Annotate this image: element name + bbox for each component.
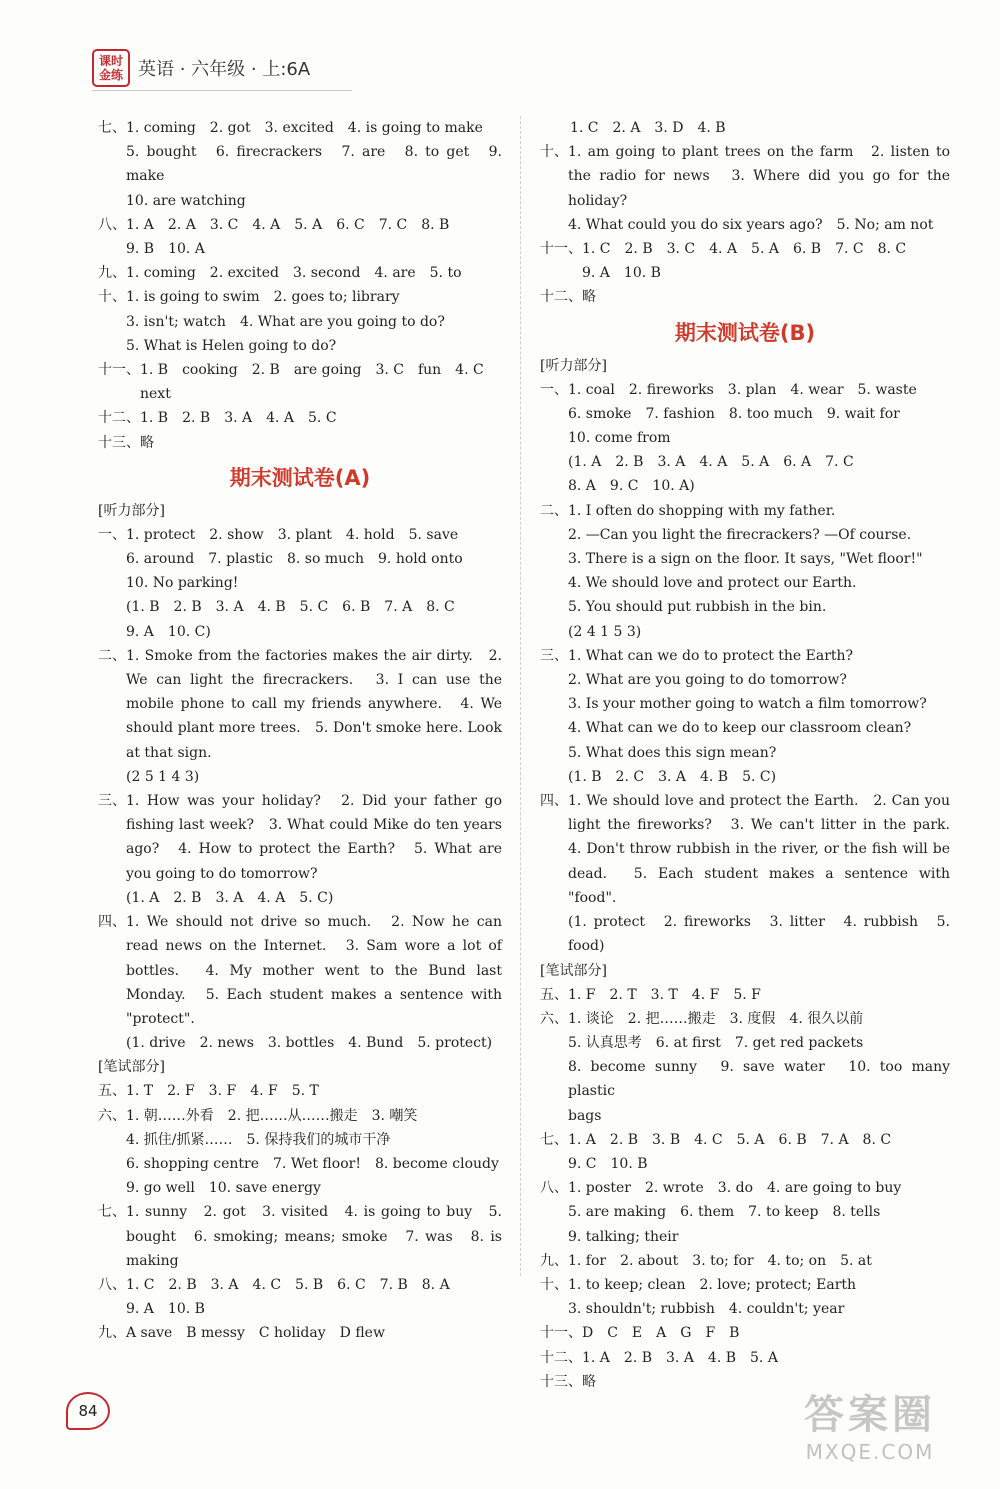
exam-a-section-1 [98, 523, 502, 644]
section-body [568, 1128, 950, 1176]
answer-line: 10. come from [568, 430, 671, 447]
answer-line: 4. We should love and protect our Earth. [568, 575, 857, 592]
watermark-en: MXQE.COM [805, 1440, 935, 1464]
exam-b-section-7 [540, 1128, 950, 1176]
section-body [568, 789, 964, 958]
section-number: 一、 [540, 381, 568, 398]
section-12-right [540, 285, 950, 309]
answer-line: 1. B 2. B 3. A 4. A 5. C [140, 410, 337, 427]
section-number: 十一、 [98, 362, 140, 379]
section-body [582, 285, 950, 309]
section-body [126, 644, 502, 789]
section-number: 八、 [540, 1180, 568, 1197]
answer-line: 9. talking; their [568, 1228, 679, 1245]
answer-key: (2 4 1 5 3) [568, 623, 642, 640]
answer-line: 1. B cooking 2. B are going 3. C fun 4. C [140, 362, 484, 379]
section-number: 八、 [98, 216, 126, 233]
site-watermark [770, 1383, 970, 1471]
section-number: 四、 [540, 793, 568, 810]
exam-a-section-7 [98, 1200, 502, 1273]
answer-line: 1. C 2. B 3. A 4. C 5. B 6. C 7. B 8. A [126, 1276, 450, 1293]
listening-part-label: [听力部分] [540, 357, 607, 374]
section-11 [98, 358, 502, 406]
answer-line: 6. smoke 7. fashion 8. too much 9. wait for [568, 405, 900, 422]
section-number: 九、 [540, 1252, 568, 1269]
exam-b-heading: 期末测试卷(B) [674, 320, 816, 345]
exam-b-section-5 [540, 983, 950, 1007]
answer-line: 5. What is Helen going to do? [126, 337, 337, 354]
exam-b-section-8 [540, 1176, 950, 1249]
answer-line: D C E A G F B [582, 1325, 740, 1342]
answer-line: 9. A 10. B [126, 1301, 205, 1318]
section-number: 十、 [98, 289, 126, 306]
exam-b-section-2 [540, 499, 950, 644]
answer-line: 3. There is a sign on the floor. It says, "Wet floor!" [568, 551, 923, 568]
section-number: 十三、 [98, 434, 140, 451]
written-part-label: [笔试部分] [98, 1059, 165, 1076]
answer-line: 3. shouldn't; rubbish 4. couldn't; year [568, 1301, 845, 1318]
section-number: 十二、 [540, 289, 582, 306]
section-number: 十三、 [540, 1373, 582, 1390]
section-number: 十、 [540, 1276, 568, 1293]
section-body [582, 1321, 950, 1345]
section-number: 六、 [540, 1010, 568, 1027]
page-header [92, 48, 310, 88]
section-number: 一、 [98, 526, 126, 543]
section-body [126, 1200, 502, 1273]
section-number: 七、 [98, 1204, 126, 1221]
section-10-right [540, 140, 950, 237]
section-9 [98, 261, 502, 285]
answer-line: 1. protect 2. show 3. plant 4. hold 5. save [126, 526, 459, 543]
answer-line: 1. coming 2. excited 3. second 4. are 5. to [126, 265, 462, 282]
answer-line: 5. are making 6. them 7. to keep 8. tells [568, 1204, 881, 1221]
answer-paragraph: 1. How was your holiday? 2. Did your father go fishing last week? 3. What could Mike do ten years ago? 4. How to protect the Earth? 5. What are you going to do tomorrow? [126, 793, 502, 882]
section-body [126, 116, 502, 213]
answer-line: 9. C 10. B [568, 1155, 648, 1172]
section-body [126, 1104, 502, 1201]
section-body [568, 644, 950, 789]
answer-line: 6. shopping centre 7. Wet floor! 8. become cloudy [126, 1155, 499, 1172]
answer-line: 1. What can we do to protect the Earth? [568, 647, 854, 664]
answer-paragraph: 1. We should love and protect the Earth. 2. Can you light the fireworks? 3. We can't litter in the park. 4. Don't throw rubbish in the river, or the fish will be dead. 5. Each student makes a sentence with "food". [568, 793, 964, 906]
section-number: 五、 [540, 986, 568, 1003]
answer-line: 1. for 2. about 3. to; for 4. to; on 5. at [568, 1252, 872, 1269]
answer-line: 10. No parking! [126, 575, 239, 592]
section-number: 六、 [98, 1107, 126, 1124]
answer-key: (1. A 2. B 3. A 4. A 5. C) [126, 889, 334, 906]
answer-line: 略 [140, 434, 154, 451]
section-body [126, 1321, 502, 1345]
answer-line: 1. 朝……外看 2. 把……从……搬走 3. 嘲笑 [126, 1107, 418, 1124]
answer-line: 2. What are you going to do tomorrow? [568, 672, 847, 689]
section-number: 二、 [98, 647, 126, 664]
answer-key: (1. drive 2. news 3. bottles 4. Bund 5. protect) [126, 1035, 493, 1052]
section-body [568, 1249, 950, 1273]
exam-b-section-3 [540, 644, 950, 789]
answer-line: 1. C 2. B 3. C 4. A 5. A 6. B 7. C 8. C [582, 241, 907, 258]
section-body [126, 789, 502, 910]
section-body [568, 499, 950, 644]
answer-line: (1. B 2. B 3. A 4. B 5. C 6. B 7. A 8. C [126, 599, 455, 616]
answer-line: 1. poster 2. wrote 3. do 4. are going to buy [568, 1180, 902, 1197]
section-number: 十一、 [540, 1325, 582, 1342]
answer-line: bags [568, 1107, 602, 1124]
exam-b-section-10 [540, 1273, 950, 1321]
section-body [568, 1273, 950, 1321]
exam-a-heading: 期末测试卷(A) [229, 465, 371, 490]
exam-a-section-3 [98, 789, 502, 910]
answer-line: 1. is going to swim 2. goes to; library [126, 289, 400, 306]
answer-line: 5. bought 6. firecrackers 7. are 8. to get 9. make [126, 144, 502, 185]
section-number: 七、 [540, 1131, 568, 1148]
section-number: 九、 [98, 1325, 126, 1342]
answer-line: 1. A 2. B 3. A 4. B 5. A [582, 1349, 778, 1366]
answer-paragraph: 1. We should not drive so much. 2. Now he can read news on the Internet. 3. Sam wore a lot of bottles. 4. My mother went to the Bund last Monday. 5. Each student makes a sentence with "protect". [126, 914, 502, 1027]
section-body [126, 910, 502, 1055]
section-number: 五、 [98, 1083, 126, 1100]
answer-key: (2 5 1 4 3) [126, 768, 200, 785]
section-number: 八、 [98, 1276, 126, 1293]
exam-a-section-4 [98, 910, 502, 1055]
exam-b-section-6 [540, 1007, 950, 1128]
answer-line: 略 [582, 1373, 596, 1390]
exam-b-section-1 [540, 378, 950, 499]
section-body [126, 1273, 502, 1321]
section-body [582, 1346, 950, 1370]
answer-line: 6. around 7. plastic 8. so much 9. hold onto [126, 551, 463, 568]
answer-line: 1. coming 2. got 3. excited 4. is going to make [126, 120, 483, 136]
book-title: 英语 · 六年级 · 上:6A [138, 59, 311, 80]
answer-line: 9. A 10. C) [126, 623, 211, 640]
section-body [126, 285, 502, 358]
section-number: 二、 [540, 502, 568, 519]
section-number: 三、 [540, 647, 568, 664]
section-body [140, 358, 502, 406]
section-12 [98, 406, 502, 430]
section-number: 四、 [98, 914, 126, 931]
answer-key: (1. B 2. C 3. A 4. B 5. C) [568, 768, 777, 785]
answer-line: (1. A 2. B 3. A 4. A 5. A 6. A 7. C [568, 454, 854, 471]
answer-line: 5. 认真思考 6. at first 7. get red packets [568, 1034, 864, 1051]
right-column [540, 116, 964, 1394]
answer-line: 1. to keep; clean 2. love; protect; Earth [568, 1276, 857, 1293]
section-body [568, 1007, 950, 1128]
answer-paragraph: 1. sunny 2. got 3. visited 4. is going to buy 5. bought 6. smoking; means; smoke 7. was 8. is making [126, 1204, 502, 1269]
answer-line: 4. What can we do to keep our classroom clean? [568, 720, 912, 737]
exam-b-section-12 [540, 1346, 950, 1370]
exam-a-section-8 [98, 1273, 502, 1321]
exam-a-section-6 [98, 1104, 502, 1201]
section-number: 十二、 [540, 1349, 582, 1366]
answer-line: 略 [582, 289, 596, 306]
answer-line: 5. You should put rubbish in the bin. [568, 599, 827, 616]
answer-line: 9. go well 10. save energy [126, 1180, 321, 1197]
answer-line: 1. F 2. T 3. T 4. F 5. F [568, 986, 761, 1003]
answer-line: 9. B 10. A [126, 241, 205, 258]
logo-text-top: 课时 [98, 54, 123, 68]
exam-a-section-5 [98, 1079, 502, 1103]
section-7 [98, 116, 502, 213]
continued-answers: 1. C 2. A 3. D 4. B [570, 120, 726, 136]
logo-text-bottom: 金练 [98, 68, 123, 82]
answer-line: 3. Is your mother going to watch a film tomorrow? [568, 696, 927, 713]
answer-line: A save B messy C holiday D flew [126, 1325, 385, 1342]
section-body [126, 261, 502, 285]
answer-line: 8. become sunny 9. save water 10. too many plastic [568, 1059, 950, 1100]
section-number: 九、 [98, 265, 126, 282]
answer-paragraph: 1. am going to plant trees on the farm 2. listen to the radio for news 3. Where did you go for the holiday? [568, 144, 950, 209]
section-body [140, 431, 502, 455]
listening-part-label: [听力部分] [98, 502, 165, 519]
page-number-badge [66, 1392, 110, 1430]
section-10 [98, 285, 502, 358]
answer-line: 9. A 10. B [582, 265, 661, 282]
left-column [98, 116, 502, 1346]
section-body [568, 378, 950, 499]
answer-line: 3. isn't; watch 4. What are you going to do? [126, 313, 445, 330]
exam-b-section-4 [540, 789, 964, 958]
exam-b-section-11 [540, 1321, 950, 1345]
section-8 [98, 213, 502, 261]
section-number: 七、 [98, 120, 126, 136]
answer-paragraph: 1. Smoke from the factories makes the air dirty. 2. We can light the firecrackers. 3. I can use the mobile phone to call my friends anywhere. 4. We should plant more trees. 5. Don't smoke here. Look at that sign. [126, 647, 502, 761]
section-number: 十一、 [540, 241, 582, 258]
answer-line: 8. A 9. C 10. A) [568, 478, 695, 495]
answer-line: 1. coal 2. fireworks 3. plan 4. wear 5. waste [568, 381, 917, 398]
answer-line: 2. —Can you light the firecrackers? —Of course. [568, 526, 912, 543]
section-body [568, 983, 950, 1007]
answer-line: 4. 抓住/抓紧…… 5. 保持我们的城市干净 [126, 1131, 391, 1148]
column-divider [520, 116, 521, 1276]
header-divider [92, 90, 352, 91]
exam-b-section-9 [540, 1249, 950, 1273]
page-number: 84 [78, 1402, 98, 1420]
exam-a-section-2 [98, 644, 502, 789]
answer-line: next [140, 386, 171, 403]
answer-line: 5. What does this sign mean? [568, 744, 777, 761]
section-body [126, 213, 502, 261]
watermark-cn: 答案圈 [804, 1392, 936, 1438]
section-body [582, 237, 950, 285]
written-part-label: [笔试部分] [540, 962, 607, 979]
answer-line: 1. 谈论 2. 把……搬走 3. 度假 4. 很久以前 [568, 1010, 864, 1027]
section-number: 三、 [98, 793, 126, 810]
section-body [568, 1176, 950, 1249]
answer-line: 1. A 2. B 3. B 4. C 5. A 6. B 7. A 8. C [568, 1131, 892, 1148]
section-body [140, 406, 502, 430]
section-11-right [540, 237, 950, 285]
answer-line: 1. T 2. F 3. F 4. F 5. T [126, 1083, 319, 1100]
exam-a-section-9 [98, 1321, 502, 1345]
answer-line: 4. What could you do six years ago? 5. No; am not [568, 216, 934, 233]
section-number: 十、 [540, 144, 568, 161]
brand-logo [92, 49, 130, 87]
section-13 [98, 431, 502, 455]
section-body [126, 523, 502, 644]
answer-line: 1. A 2. A 3. C 4. A 5. A 6. C 7. C 8. B [126, 216, 450, 233]
section-number: 十二、 [98, 410, 140, 427]
answer-key: (1. protect 2. fireworks 3. litter 4. rubbish 5. food) [568, 914, 950, 955]
section-body [568, 140, 950, 237]
answer-line: 1. I often do shopping with my father. [568, 502, 836, 519]
answer-line: 10. are watching [126, 192, 246, 209]
section-body [126, 1079, 502, 1103]
